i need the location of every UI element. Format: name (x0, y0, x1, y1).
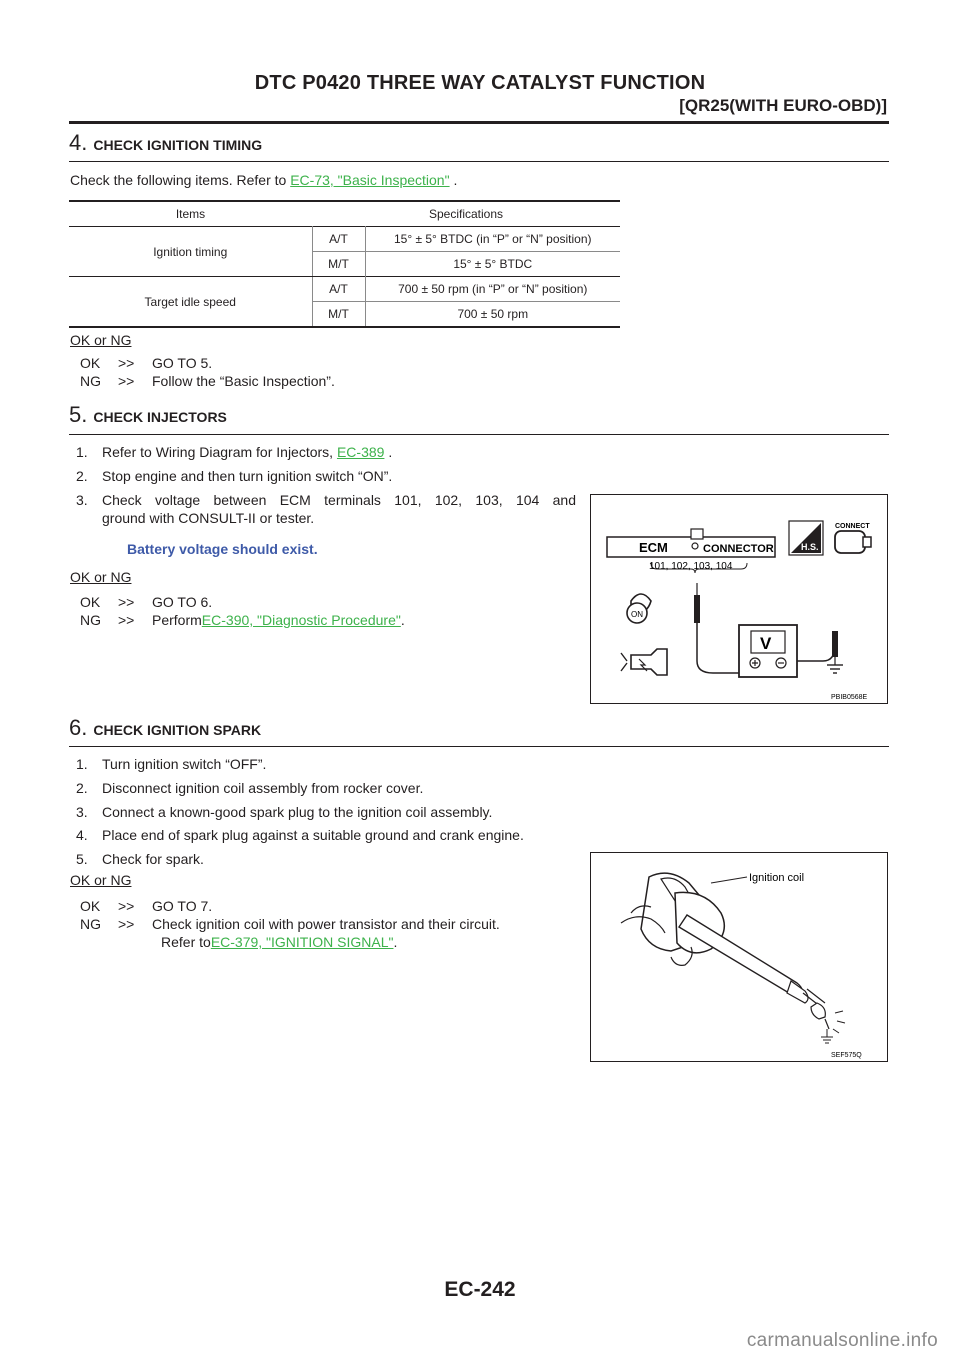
section-4-rule (69, 161, 889, 162)
trans-cell: A/T (312, 227, 365, 252)
section-6-step-5 (76, 850, 204, 868)
ng-response-cont (80, 933, 500, 951)
intro-text: Check the following items. Refer to (70, 172, 291, 188)
ok-response (80, 593, 405, 611)
connect-icon (835, 531, 865, 553)
ignition-coil-icon (621, 873, 845, 1033)
page-number: EC-242 (444, 1278, 516, 1301)
section-6-okng: OK or NG (70, 872, 132, 888)
injector-voltage-diagram (591, 495, 887, 703)
hs-label: H.S. (801, 542, 819, 552)
col-items: Items (175, 207, 206, 221)
ng-end: . (400, 612, 405, 628)
section-5-step-3 (76, 491, 576, 527)
section-5-step-1 (76, 443, 392, 461)
page-subtitle: [QR25(WITH EURO-OBD)] (679, 96, 887, 115)
header-rule (69, 121, 889, 124)
connect-label: CONNECT (835, 523, 870, 530)
section-6-number: 6. (69, 715, 88, 740)
voltmeter-label: V (760, 634, 772, 653)
ecm-label: ECM (639, 540, 668, 555)
ng-text-cont: Refer to (161, 934, 211, 950)
connector-label: CONNECTOR (703, 543, 774, 555)
ng-response (80, 915, 500, 933)
item-target-idle: Target idle speed (69, 277, 312, 328)
spec-table (69, 200, 620, 328)
ok-text: GO TO 7. (152, 898, 213, 914)
ok-key: OK (80, 355, 101, 371)
arrow: >> (118, 355, 135, 371)
ng-end: . (393, 934, 398, 950)
section-4-okng: OK or NG (70, 332, 132, 348)
spec-table-wrap (69, 200, 620, 328)
ignition-signal-link[interactable]: EC-379, "IGNITION SIGNAL" (210, 934, 394, 950)
section-6-step-4 (76, 826, 524, 844)
intro-end: . (449, 172, 458, 188)
terminals-label: 101, 102, 103, 104 (649, 561, 733, 572)
step-text: Disconnect ignition coil assembly from rocker cover. (102, 780, 424, 796)
watermark: carmanualsonline.info (746, 1330, 938, 1351)
ok-key: OK (80, 594, 101, 610)
figure-code: PBIB0568E (831, 694, 868, 701)
table-row (69, 227, 620, 252)
step-number: 3. (76, 492, 88, 508)
section-5-title: CHECK INJECTORS (93, 409, 227, 425)
ng-text: Check ignition coil with power transistor and their circuit. (152, 916, 500, 932)
spec-table-header (69, 201, 620, 227)
step-text-cont: ground with CONSULT-II or tester. (102, 510, 315, 526)
battery-voltage-note: Battery voltage should exist. (127, 541, 318, 557)
section-5-responses (80, 593, 405, 629)
section-5-rule (69, 434, 889, 435)
section-5-number: 5. (69, 402, 88, 427)
diagnostic-procedure-link[interactable]: EC-390, "Diagnostic Procedure" (201, 612, 401, 628)
probe-positive (694, 595, 700, 623)
engine-icon (621, 649, 667, 675)
arrow: >> (118, 373, 135, 389)
ec389-link[interactable]: EC-389 (336, 444, 385, 460)
section-6-responses (80, 897, 500, 951)
step-number: 2. (76, 468, 88, 484)
spec-cell: 700 ± 50 rpm (in “P” or “N” position) (398, 282, 588, 296)
step-text: Place end of spark plug against a suitable ground and crank engine. (102, 827, 524, 843)
ground-icon (821, 1029, 833, 1043)
ng-response (80, 611, 405, 629)
ok-response (80, 897, 500, 915)
col-specs: Specifications (428, 207, 504, 221)
ng-text: Perform (152, 612, 202, 628)
step-text: Check voltage between ECM terminals 101, 102, 103, 104 and (102, 492, 576, 508)
section-4-number: 4. (69, 130, 88, 155)
ignition-coil-label: Ignition coil (749, 872, 805, 884)
trans-cell: M/T (312, 302, 365, 328)
step-number: 2. (76, 780, 88, 796)
ng-key: NG (80, 916, 101, 932)
trans-cell: A/T (312, 277, 365, 302)
section-4-responses (80, 354, 335, 390)
item-ignition-timing: Ignition timing (69, 227, 312, 277)
arrow: >> (118, 612, 135, 628)
step-text: Refer to Wiring Diagram for Injectors, (102, 444, 337, 460)
section-6-step-1 (76, 755, 266, 773)
ignition-coil-figure (590, 852, 888, 1062)
step-number: 1. (76, 444, 88, 460)
step-number: 4. (76, 827, 88, 843)
section-5-heading (69, 402, 227, 428)
ok-text: GO TO 5. (152, 355, 213, 371)
ng-response (80, 372, 335, 390)
step-text: Turn ignition switch “OFF”. (102, 756, 267, 772)
section-6-step-2 (76, 779, 423, 797)
section-5-step-2 (76, 467, 392, 485)
spec-cell: 15° ± 5° BTDC (453, 257, 533, 271)
step-text: Check for spark. (102, 851, 204, 867)
arrow: >> (118, 594, 135, 610)
step-number: 1. (76, 756, 88, 772)
ignition-coil-diagram (591, 853, 887, 1061)
basic-inspection-link[interactable]: EC-73, "Basic Inspection" (290, 172, 450, 188)
on-label: ON (631, 610, 643, 619)
probe-negative (832, 631, 838, 657)
step-number: 3. (76, 804, 88, 820)
step-number: 5. (76, 851, 88, 867)
section-6-heading (69, 715, 261, 741)
arrow: >> (118, 916, 135, 932)
ng-text: Follow the “Basic Inspection”. (152, 373, 335, 389)
ok-key: OK (80, 898, 101, 914)
figure-code: SEF575Q (831, 1052, 862, 1059)
ok-text: GO TO 6. (152, 594, 213, 610)
section-6-title: CHECK IGNITION SPARK (93, 722, 262, 738)
section-6-rule (69, 746, 889, 747)
ground-icon (827, 665, 843, 673)
trans-cell: M/T (312, 252, 365, 277)
spec-cell: 15° ± 5° BTDC (in “P” or “N” position) (393, 232, 592, 246)
step-text: Stop engine and then turn ignition switch “ON”. (102, 468, 393, 484)
arrow: >> (118, 898, 135, 914)
ng-key: NG (80, 373, 101, 389)
spec-cell: 700 ± 50 rpm (457, 307, 529, 321)
ok-response (80, 354, 335, 372)
ng-key: NG (80, 612, 101, 628)
table-row (69, 277, 620, 302)
section-6-step-3 (76, 803, 492, 821)
section-4-heading (69, 130, 262, 156)
step-text: Connect a known-good spark plug to the ignition coil assembly. (102, 804, 493, 820)
step-end: . (384, 444, 393, 460)
section-5-okng: OK or NG (70, 569, 132, 585)
page-title: DTC P0420 THREE WAY CATALYST FUNCTION (254, 72, 706, 94)
section-4-intro (70, 171, 457, 189)
injector-voltage-figure (590, 494, 888, 704)
section-4-title: CHECK IGNITION TIMING (93, 137, 263, 153)
